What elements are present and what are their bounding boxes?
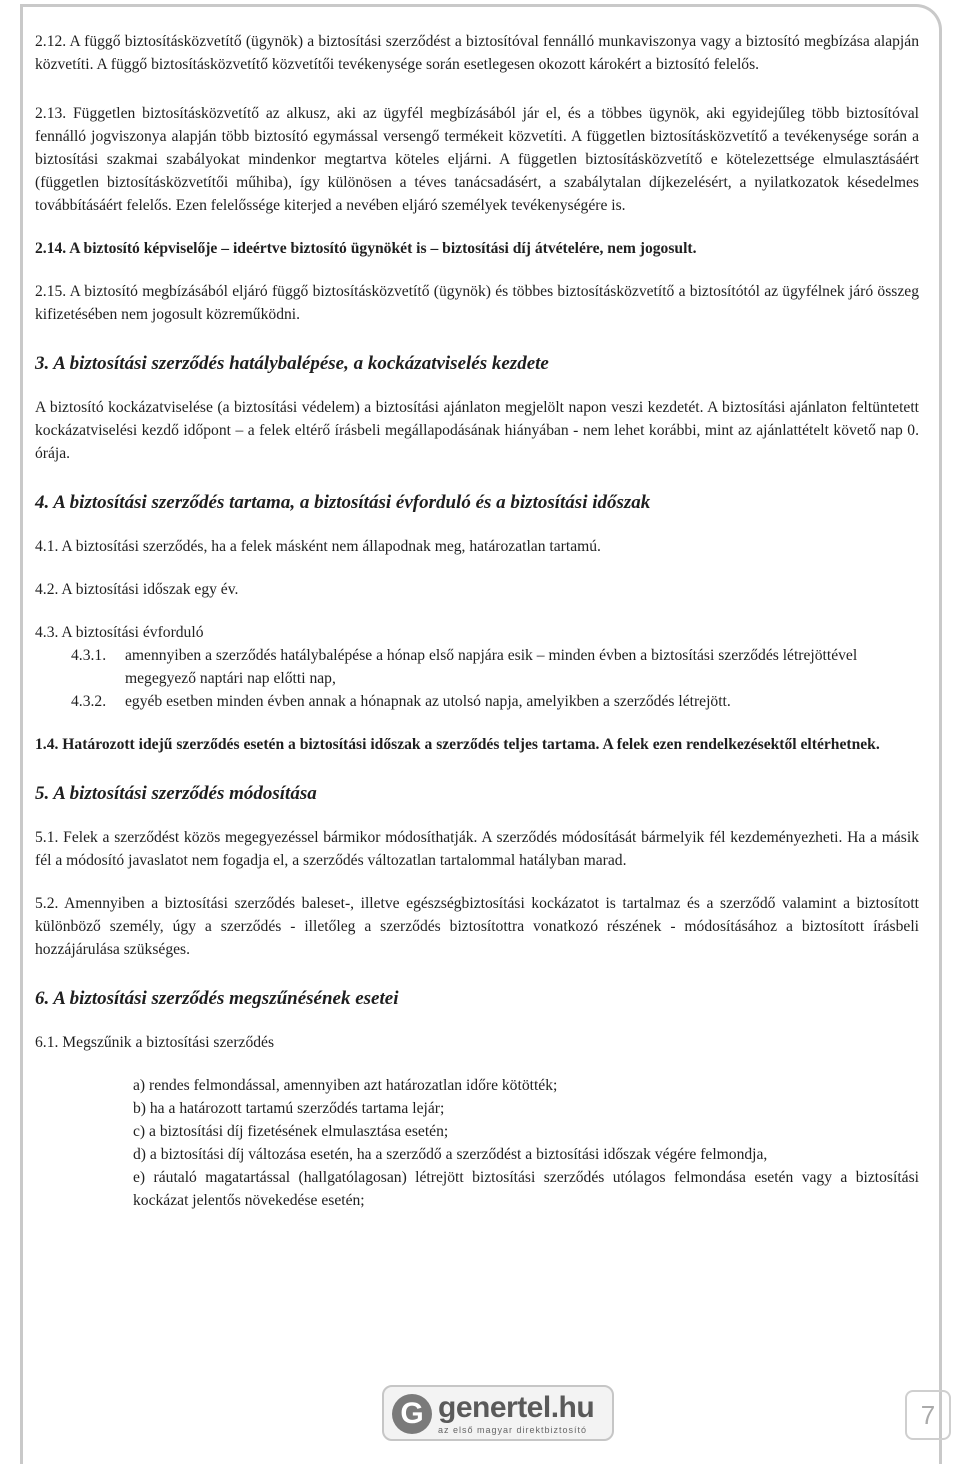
- paragraph-2-14: 2.14. A biztosító képviselője – ideértve biztosító ügynökét is – biztosítási díj átvételére, nem jogosult.: [35, 240, 697, 257]
- paragraph-4-2: 4.2. A biztosítási időszak egy év.: [35, 581, 239, 598]
- paragraph-3: A biztosító kockázatviselése (a biztosítási védelem) a biztosítási ajánlaton megjelölt napon veszi kezdetét. A biztosítási ajánlaton feltüntetett kockázatviselési kezdő időpont – a felek eltérő írásbeli megállapodásának hiányában - nem lehet korábbi, mint az ajánlattételt követő nap 0. órája.: [35, 399, 919, 462]
- item-4-3-2-text: egyéb esetben minden évben annak a hónapnak az utolsó napja, amelyikben a szerződés létrejött.: [125, 693, 731, 710]
- genertel-logo: [382, 1385, 614, 1441]
- item-4-3-1-text: amennyiben a szerződés hatálybalépése a hónap első napjára esik – minden évben a biztosítási szerződés létrejöttével megegyező naptári nap előtti nap,: [125, 647, 858, 687]
- paragraph-2-13: 2.13. Független biztosításközvetítő az alkusz, aki az ügyfél megbízásából jár el, és a többes ügynök, aki egyidejűleg több biztosítóval fennálló jogviszonya alapján több biztosító egymással versengő termékeit közvetíti. A független biztosításközvetítő a tevékenysége során a biztosítási szakmai szabályokat mindenkor megtartva köteles eljárni. A független biztosításközvetítő e kötelezettsége elmulasztásáért (független biztosításközvetítői műhiba), így különösen a téves tanácsadásért, a szabálytalan díjkezelésért, a nyilatkozatok késedelmes továbbításáért felelős. Ezen felelőssége kiterjed a nevében eljáró személyek tevékenységére is.: [35, 105, 919, 214]
- list-item: e) ráutaló magatartással (hallgatólagosan) létrejött biztosítási szerződés utólagos felmondása esetén vagy a biztosítási kockázat jelentős növekedése esetén;: [133, 1169, 919, 1209]
- logo-g-icon: G: [392, 1394, 432, 1434]
- paragraph-1-4: 1.4. Határozott idejű szerződés esetén a biztosítási időszak a szerződés teljes tartama. A felek ezen rendelkezésektől eltérhetnek.: [35, 736, 880, 753]
- section-4-heading: 4. A biztosítási szerződés tartama, a biztosítási évforduló és a biztosítási időszak: [35, 492, 651, 513]
- paragraph-5-2: 5.2. Amennyiben a biztosítási szerződés baleset-, illetve egészségbiztosítási kockázatot is tartalmaz és a szerződő valamint a biztosított különböző személy, úgy a szerződés - illetőleg a szerződés biztosítottra vonatkozó részének - módosításához a biztosított írásbeli hozzájárulása szükséges.: [35, 895, 919, 958]
- paragraph-4-1: 4.1. A biztosítási szerződés, ha a felek másként nem állapodnak meg, határozatlan tartamú.: [35, 538, 601, 555]
- section-5-heading: 5. A biztosítási szerződés módosítása: [35, 783, 317, 804]
- paragraph-2-12: 2.12. A függő biztosításközvetítő (ügynök) a biztosítási szerződést a biztosítóval fennálló munkaviszonya vagy a biztosító megbízása alapján közvetíti. A függő biztosításközvetítő közvetítői tevékenysége során esetlegesen okozott károkért a biztosító felelős.: [35, 33, 919, 73]
- item-4-3-2-number: 4.3.2.: [71, 693, 107, 710]
- list-item: a) rendes felmondással, amennyiben azt határozatlan időre kötötték;: [133, 1077, 558, 1094]
- section-6-heading: 6. A biztosítási szerződés megszűnésének esetei: [35, 988, 399, 1009]
- logo-tagline: az első magyar direktbiztosító: [438, 1425, 588, 1435]
- termination-list: [35, 1074, 919, 1212]
- list-item: b) ha a határozott tartamú szerződés tartama lejár;: [133, 1100, 445, 1117]
- section-3-heading: 3. A biztosítási szerződés hatálybalépése, a kockázatviselés kezdete: [35, 353, 549, 374]
- paragraph-5-1: 5.1. Felek a szerződést közös megegyezéssel bármikor módosíthatják. A szerződés módosítását bármelyik fél kezdeményezheti. Ha a másik fél a módosító javaslatot nem fogadja el, a szerződés változatlan tartalommal hatályban marad.: [35, 829, 919, 869]
- paragraph-4-3: 4.3. A biztosítási évforduló: [35, 624, 204, 641]
- logo-wordmark: genertel.hu: [438, 1391, 595, 1424]
- item-4-3-2: [35, 690, 919, 713]
- item-4-3-1-number: 4.3.1.: [71, 647, 107, 664]
- item-4-3-1: [35, 644, 919, 690]
- page-number: 7: [905, 1390, 951, 1440]
- list-item: c) a biztosítási díj fizetésének elmulasztása esetén;: [133, 1123, 449, 1140]
- document-body: [35, 30, 919, 1212]
- paragraph-6-1: 6.1. Megszűnik a biztosítási szerződés: [35, 1034, 275, 1051]
- list-item: d) a biztosítási díj változása esetén, ha a szerződő a szerződést a biztosítási időszak végére felmondja,: [133, 1146, 768, 1163]
- paragraph-2-15: 2.15. A biztosító megbízásából eljáró függő biztosításközvetítő (ügynök) és többes biztosításközvetítő a biztosítótól az ügyfélnek járó összeg kifizetésében nem jogosult közreműködni.: [35, 283, 919, 323]
